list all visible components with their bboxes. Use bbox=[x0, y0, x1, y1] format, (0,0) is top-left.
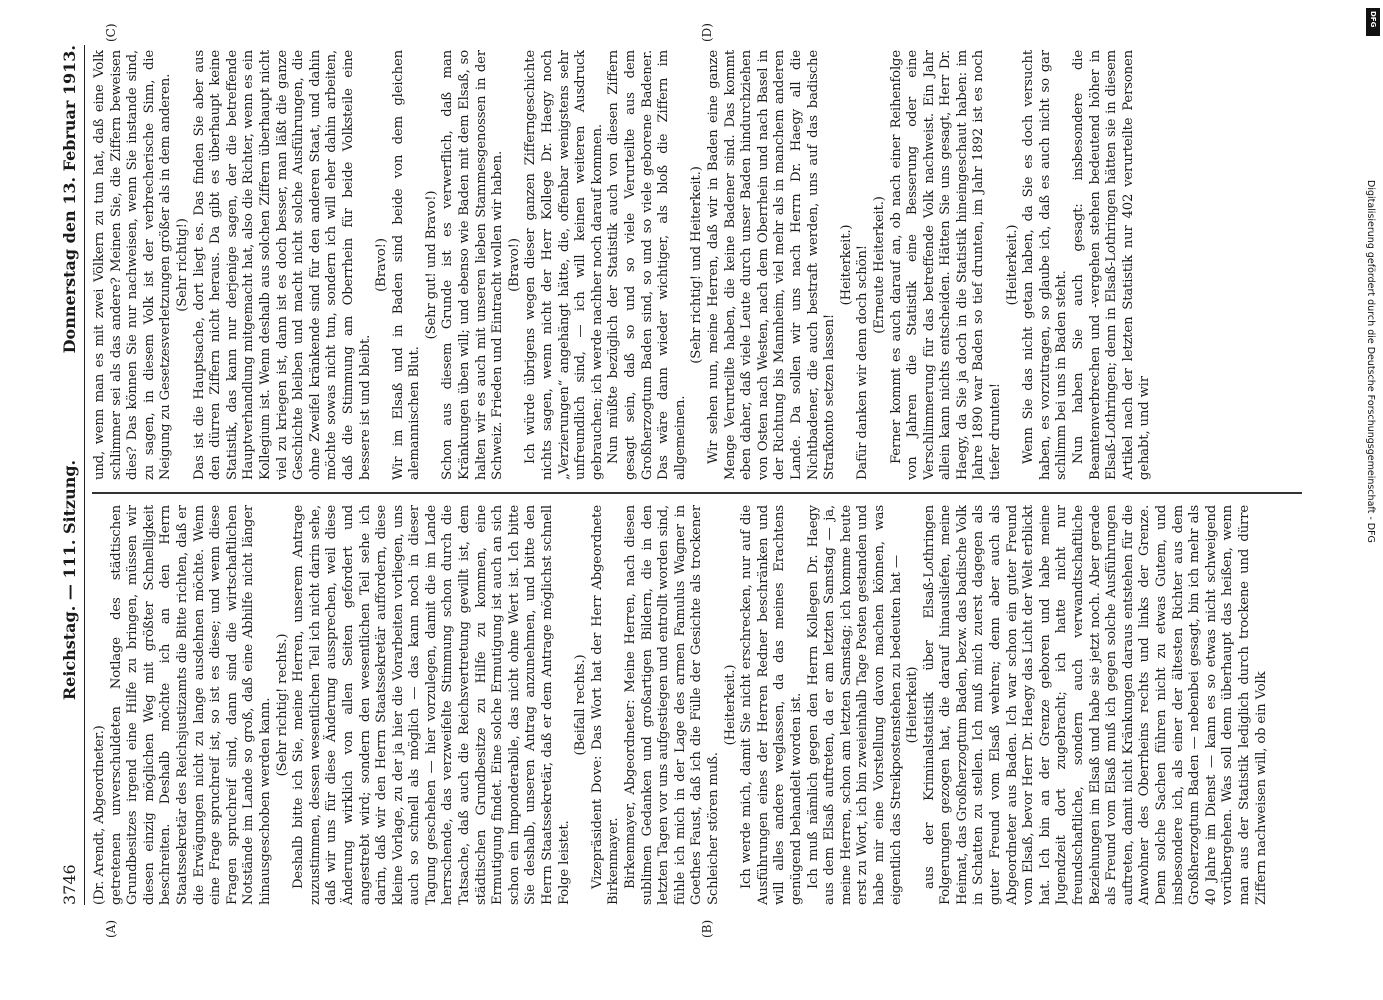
side-credit bbox=[1360, 180, 1380, 820]
paragraph: (Beifall rechts.) bbox=[573, 654, 589, 756]
paragraph: Ich würde übrigens wegen dieser ganzen Zifferngeschichte nichts sagen, wenn nicht der Herr Kollege Dr. Haegy noch „Verzierungen“ angehängt hätte, die, offenbar wenigstens sehr unfreundlich sind, — ich will keinen weiteren Ausdruck gebrauchen; ich werde nachher noch darauf kommen. bbox=[523, 50, 605, 480]
left-column bbox=[92, 505, 1307, 905]
running-header bbox=[58, 45, 85, 905]
paragraph: (Dr. Arendt, Abgeordneter.) bbox=[92, 725, 107, 905]
paragraph: (Sehr richtig!) bbox=[174, 218, 190, 312]
paragraph: und, wenn man es mit zwei Völkern zu tun hat, daß eine Volk schlimmer sei als das andere? Meinen Sie, die Ziffern beweisen dies? Das können Sie nur nachweisen, wenn Sie instande sind, zu sagen, in diesem Volk ist der verbrecherische Sinn, die Neigung zu Gesetzesverletzungen größer als in dem anderen. bbox=[92, 50, 174, 480]
paragraph: (Sehr richtig! und Heiterkeit.) bbox=[689, 166, 705, 364]
paragraph: Vizepräsident Dove: Das Wort hat der Herr Abgeordnete Birkenmayer. bbox=[589, 505, 622, 905]
margin-letter-d: (D) bbox=[700, 23, 714, 42]
paragraph: (Sehr gut! und Bravo!) bbox=[423, 190, 439, 340]
paragraph: (Heiterkeit.) bbox=[838, 224, 854, 306]
paragraph: Wenn Sie das nicht getan haben, da Sie es doch versucht haben, es vorzutragen, so glaube ich, daß es auch nicht so gar schlimm bei uns in Baden steht. bbox=[1021, 50, 1070, 480]
paragraph: (Bravo!) bbox=[506, 238, 522, 292]
paragraph: (Heiterkeit.) bbox=[722, 664, 738, 746]
right-column bbox=[92, 50, 1307, 480]
paragraph: (Sehr richtig! rechts.) bbox=[274, 633, 290, 777]
paragraph: getretenen unverschuldeten Notlage des städtischen Grundbesitzes irgend eine Hilfe zu bringen, müssen wir diesen einzig möglichen Weg mit größter Schnelligkeit beschreiten. Deshalb möchte ich an den Herrn Staatssekretär des Reichsjustizamts die Bitte richten, daß er die Erwägungen nicht zu lange ausdehnen möchte. Wenn eine Frage spruchreif ist, so ist es diese; und wenn diese Fragen spruchreif sind, dann sind die wirtschaftlichen Notstände im Lande so groß, daß eine Abhilfe nicht länger hinausgeschoben werden kann. bbox=[108, 505, 273, 905]
margin-letter-c: (C) bbox=[104, 23, 118, 42]
page-number: 3746 bbox=[60, 864, 79, 905]
paragraph: Birkenmayer, Abgeordneter: Meine Herren, nach diesen sublimen Gedanken und großartigen Bildern, die in den letzten Tagen vor uns aufgestiegen und entrollt worden sind, fühle ich mich in der Lage des armen Famulus Wagner in Goethes Faust, daß ich die Fülle der Gesichte als trockener Schleicher stören muß. bbox=[623, 505, 721, 905]
paragraph: Ich werde mich, damit Sie nicht erschrecken, nur auf die Ausführungen eines der Herren Redner beschränken und will alles andere weglassen, da das meines Erachtens genügend behandelt worden ist. bbox=[739, 505, 804, 905]
paragraph: Nun haben Sie auch gesagt: insbesondere die Beamtenverbrechen und -vergehen stehen bedeutend höher in Elsaß-Lothringen; denn in Elsaß-Lothringen hätten sie in diesem Artikel nach der letzten Statistik nur 402 verurteilte Personen gehabt, und wir bbox=[1071, 50, 1153, 480]
paragraph: Ferner kommt es auch darauf an, ob nach einer Reihenfolge von Jahren die Statistik eine Besserung oder eine Verschlimmerung für das betreffende Volk nachweist. Ein Jahr allein kann nichts entscheiden. Hätten Sie uns gesagt, Herr Dr. Haegy, da Sie ja doch in die Statistik hineingeschaut haben: im Jahre 1890 war Baden so tief drunten, im Jahr 1892 ist es noch tiefer drunten! bbox=[888, 50, 1004, 480]
side-credit-text: Digitalisierung gefördert durch die Deutsche Forschungsgemeinschaft - DFG bbox=[1365, 180, 1376, 543]
paragraph: Ich muß nämlich gegen den Herrn Kollegen Dr. Haegy aus dem Elsaß auftreten, da er am letzten Samstag — ja, meine Herren, schon am letzten Samstag; ich komme heute erst zu Wort, ich bin zweieinhalb Tage Posten gestanden und habe mir eine Vorstellung davon machen können, was eigentlich das Streikpostenstehen zu bedeuten hat — bbox=[805, 505, 904, 905]
margin-letter-a: (A) bbox=[104, 919, 118, 938]
paragraph: (Heiterkeit) bbox=[905, 666, 921, 744]
header-title: Reichstag. — 111. Sitzung. bbox=[60, 459, 79, 701]
header-date: Donnerstag den 13. Februar 1913. bbox=[60, 45, 79, 354]
paragraph: Wir sehen nun, meine Herren, daß wir in Baden eine ganze Menge Verurteilte haben, die keine Badener sind. Das kommt eben daher, daß viele Leute durch unser Baden hindurchziehen von Osten nach Westen, nach dem Oberrhein und nach Basel in der Richtung bis Mannheim, viel mehr als in manchem anderen Lande. Da sollen wir uns nach Herrn Dr. Haegy all die Nichtbadener, die auch bestraft werden, uns auf das badische Strafkonto setzen lassen! bbox=[705, 50, 838, 480]
paragraph: Deshalb bitte ich Sie, meine Herren, unserem Antrage zuzustimmen, dessen wesentlichen Teil ich nicht darin sehe, daß wir uns für diese Änderung aussprechen, weil diese Änderung wirklich von allen Seiten gefordert und angestrebt wird; sondern den wesentlichen Teil sehe ich darin, daß wir den Herrn Staatssekretär auffordern, diese kleine Vorlage, zu der ja hier die Vorarbeiten vorliegen, uns auch so schnell als möglich — das kann noch in dieser Tagung geschehen — hier vorzulegen, damit die im Lande herrschende, das verzweifelte Stimmung schon durch die Tatsache, daß auch die Reichsvertretung gewillt ist, dem städtischen Grundbesitze zu Hilfe zu kommen, eine Ermutigung findet. Eine solche Ermutigung ist auch an sich schon ein Imponderabile, das nicht ohne Wert ist. Ich bitte Sie deshalb, unseren Antrag anzunehmen, und bitte den Herrn Staatssekretär, daß er dem Antrage möglichst schnell Folge leistet. bbox=[291, 505, 572, 905]
paragraph: Wir im Elsaß und in Baden sind beide von dem gleichen alemannischen Blut. bbox=[390, 50, 423, 480]
paragraph: Das ist die Hauptsache, dort liegt es. Das finden Sie aber aus den dürren Ziffern nicht heraus. Da gibt es überhaupt keine Statistik, das kann nur derjenige sagen, der die betreffende Hauptverhandlung mitgemacht hat, also die Richter, wenn es ein Kollegium ist. Wenn deshalb aus solchen Ziffern überhaupt nicht viel zu kriegen ist, dann ist es doch besser, man läßt die ganze Geschichte bleiben und macht nicht solche Ausführungen, die ohne Zweifel kränkende sind für den anderen Staat, und dahin möchte sowas nicht tun, sondern ich will eher dahin arbeiten, daß die Stimmung am Oberrhein für beide Volksteile eine bessere ist und bleibt. bbox=[191, 50, 373, 480]
dfg-logo: DFG bbox=[1366, 8, 1380, 36]
paragraph: Schon aus diesem Grunde ist es verwerflich, daß man Kränkungen üben will; und ebenso wie Baden mit dem Elsaß, so halten wir es auch mit unseren lieben Stammesgenossen in der Schweiz. Frieden und Eintracht wollen wir haben. bbox=[440, 50, 506, 480]
paragraph: (Bravo!) bbox=[374, 238, 390, 292]
paragraph: (Heiterkeit.) bbox=[1004, 224, 1020, 306]
column-divider bbox=[92, 492, 1302, 494]
paragraph: Nun müßte bezüglich der Statistik auch von diesen Ziffern gesagt sein, daß so und so viele Verurteilte aus dem Großherzogtum Baden sind, so und so viele geborene Badener. Das wäre dann wieder wichtiger, als bloß die Ziffern im allgemeinen. bbox=[606, 50, 688, 480]
paragraph: (Erneute Heiterkeit.) bbox=[871, 196, 887, 334]
margin-letter-b: (B) bbox=[700, 919, 714, 938]
paragraph: aus der Kriminalstatistik über Elsaß-Lothringen Folgerungen gezogen hat, die darauf hinausliefen, meine Heimat, das Großherzogtum Baden, bezw. das badische Volk in Schatten zu stellen. Ich muß mich zuerst dagegen als guter Freund vom Elsaß wehren; denn aber auch als Abgeordneter aus Baden. Ich war schon ein guter Freund vom Elsaß, bevor Herr Dr. Haegy das Licht der Welt erblickt hat. Ich bin an der Grenze geboren und habe meine Jugendzeit dort zugebracht; ich hatte nicht nur freundschaftliche, sondern auch verwandtschaftliche Beziehungen im Elsaß und habe sie jetzt noch. Aber gerade als Freund vom Elsaß muß ich gegen solche Ausführungen auftreten, damit nicht Kränkungen daraus entstehen für die Anwohner des Oberrheins rechts und links der Grenze. Denn solche Sachen führen nicht zu etwas Gutem, und insbesondere ich, als einer der ältesten Richter aus dem Großherzogtum Baden — nebenbei gesagt, bin ich mehr als 40 Jahre im Dienst — kann es so etwas nicht schweigend vorübergehen. Was soll denn überhaupt das heißen, wenn man aus der Statistik lediglich durch trockene und dürre Ziffern nachweisen will, ob ein Volk bbox=[921, 505, 1269, 905]
paragraph: Dafür danken wir denn doch schön! bbox=[855, 245, 871, 480]
